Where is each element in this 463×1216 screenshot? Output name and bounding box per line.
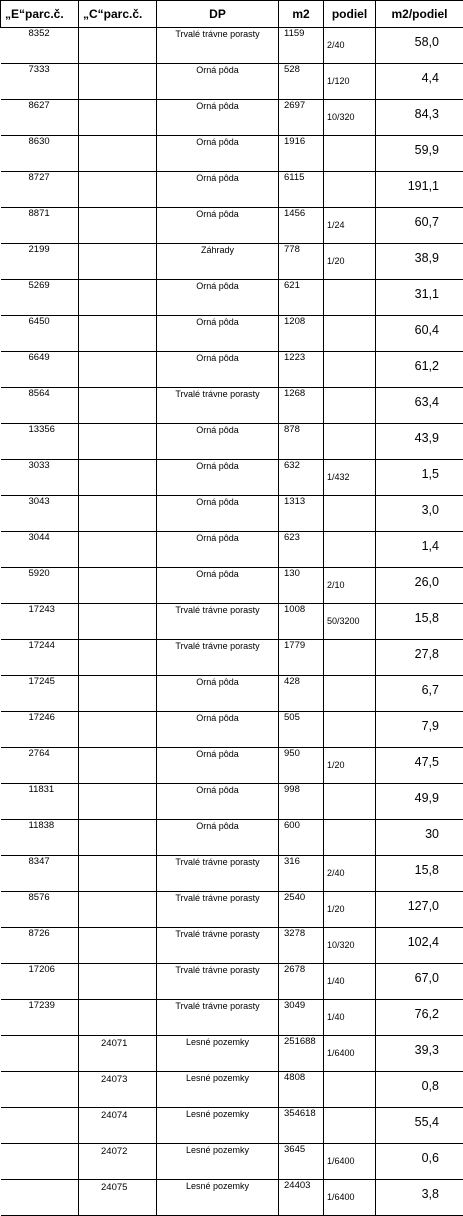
- table-row: [1, 928, 463, 964]
- cell-land-type: Orná pôda: [157, 100, 279, 136]
- table-row: [1, 568, 463, 604]
- cell-share: [324, 784, 376, 820]
- cell-area-m2: 505: [279, 712, 324, 748]
- cell-share: 1/432: [324, 460, 376, 496]
- cell-share: [324, 424, 376, 460]
- cell-m2-per-share: 127,0: [376, 892, 463, 928]
- cell-e-parcel: 8871: [1, 208, 79, 244]
- cell-share: [324, 280, 376, 316]
- cell-e-parcel: 8627: [1, 100, 79, 136]
- cell-share: 2/40: [324, 856, 376, 892]
- cell-share: 1/24: [324, 208, 376, 244]
- cell-e-parcel: 17243: [1, 604, 79, 640]
- table-row: [1, 64, 463, 100]
- cell-m2-per-share: 0,6: [376, 1144, 463, 1180]
- cell-e-parcel: 3043: [1, 496, 79, 532]
- cell-m2-per-share: 39,3: [376, 1036, 463, 1072]
- cell-area-m2: 130: [279, 568, 324, 604]
- cell-land-type: Orná pôda: [157, 712, 279, 748]
- cell-land-type: Orná pôda: [157, 316, 279, 352]
- cell-c-parcel: [79, 964, 157, 1000]
- cell-e-parcel: 5920: [1, 568, 79, 604]
- cell-c-parcel: 24071: [79, 1036, 157, 1072]
- cell-share: 1/6400: [324, 1036, 376, 1072]
- cell-e-parcel: 11838: [1, 820, 79, 856]
- table-row: [1, 640, 463, 676]
- cell-area-m2: 428: [279, 676, 324, 712]
- cell-m2-per-share: 63,4: [376, 388, 463, 424]
- cell-e-parcel: [1, 1036, 79, 1072]
- cell-share: 50/3200: [324, 604, 376, 640]
- cell-area-m2: 1159: [279, 28, 324, 64]
- cell-share: [324, 496, 376, 532]
- header-m2-per-podiel: m2/podiel: [376, 1, 463, 28]
- cell-area-m2: 2697: [279, 100, 324, 136]
- cell-e-parcel: 17244: [1, 640, 79, 676]
- table-row: [1, 280, 463, 316]
- cell-land-type: Trvalé trávne porasty: [157, 964, 279, 1000]
- cell-c-parcel: [79, 856, 157, 892]
- cell-share: [324, 172, 376, 208]
- cell-area-m2: 3645: [279, 1144, 324, 1180]
- cell-land-type: Trvalé trávne porasty: [157, 928, 279, 964]
- cell-land-type: Orná pôda: [157, 208, 279, 244]
- cell-e-parcel: 3033: [1, 460, 79, 496]
- cell-land-type: Trvalé trávne porasty: [157, 388, 279, 424]
- cell-m2-per-share: 38,9: [376, 244, 463, 280]
- cell-share: 1/6400: [324, 1180, 376, 1216]
- cell-m2-per-share: 26,0: [376, 568, 463, 604]
- table-row: [1, 388, 463, 424]
- cell-e-parcel: 5269: [1, 280, 79, 316]
- cell-e-parcel: 17245: [1, 676, 79, 712]
- cell-land-type: Orná pôda: [157, 820, 279, 856]
- table-row: [1, 604, 463, 640]
- cell-area-m2: 621: [279, 280, 324, 316]
- table-row: [1, 172, 463, 208]
- table-row: [1, 352, 463, 388]
- cell-land-type: Orná pôda: [157, 280, 279, 316]
- cell-share: [324, 1108, 376, 1144]
- cell-c-parcel: [79, 748, 157, 784]
- table-body: [1, 28, 463, 1216]
- cell-c-parcel: 24072: [79, 1144, 157, 1180]
- cell-share: 1/40: [324, 1000, 376, 1036]
- cell-e-parcel: 8630: [1, 136, 79, 172]
- cell-m2-per-share: 1,4: [376, 532, 463, 568]
- cell-e-parcel: 2199: [1, 244, 79, 280]
- table-row: [1, 1144, 463, 1180]
- table-row: [1, 316, 463, 352]
- cell-area-m2: 4808: [279, 1072, 324, 1108]
- table-row: [1, 964, 463, 1000]
- cell-area-m2: 3049: [279, 1000, 324, 1036]
- cell-c-parcel: [79, 280, 157, 316]
- table-row: [1, 460, 463, 496]
- cell-e-parcel: [1, 1180, 79, 1216]
- cell-share: 10/320: [324, 100, 376, 136]
- cell-land-type: Trvalé trávne porasty: [157, 640, 279, 676]
- cell-area-m2: 1208: [279, 316, 324, 352]
- cell-e-parcel: [1, 1108, 79, 1144]
- cell-c-parcel: [79, 208, 157, 244]
- cell-c-parcel: 24073: [79, 1072, 157, 1108]
- cell-e-parcel: 8347: [1, 856, 79, 892]
- cell-land-type: Orná pôda: [157, 352, 279, 388]
- cell-c-parcel: [79, 28, 157, 64]
- cell-m2-per-share: 60,7: [376, 208, 463, 244]
- table-row: [1, 1000, 463, 1036]
- cell-m2-per-share: 47,5: [376, 748, 463, 784]
- cell-e-parcel: 13356: [1, 424, 79, 460]
- cell-area-m2: 251688: [279, 1036, 324, 1072]
- cell-c-parcel: 24074: [79, 1108, 157, 1144]
- cell-land-type: Orná pôda: [157, 172, 279, 208]
- cell-share: [324, 388, 376, 424]
- cell-land-type: Trvalé trávne porasty: [157, 1000, 279, 1036]
- cell-m2-per-share: 3,8: [376, 1180, 463, 1216]
- cell-area-m2: 2540: [279, 892, 324, 928]
- cell-share: [324, 532, 376, 568]
- cell-m2-per-share: 67,0: [376, 964, 463, 1000]
- cell-c-parcel: [79, 388, 157, 424]
- cell-share: [324, 676, 376, 712]
- header-m2: m2: [279, 1, 324, 28]
- table-row: [1, 1072, 463, 1108]
- cell-m2-per-share: 31,1: [376, 280, 463, 316]
- table-row: [1, 532, 463, 568]
- cell-area-m2: 998: [279, 784, 324, 820]
- cell-land-type: Lesné pozemky: [157, 1036, 279, 1072]
- cell-c-parcel: [79, 928, 157, 964]
- cell-share: [324, 316, 376, 352]
- cell-land-type: Lesné pozemky: [157, 1144, 279, 1180]
- cell-share: [324, 1072, 376, 1108]
- cell-c-parcel: [79, 136, 157, 172]
- cell-land-type: Orná pôda: [157, 136, 279, 172]
- cell-share: 1/20: [324, 892, 376, 928]
- cell-m2-per-share: 102,4: [376, 928, 463, 964]
- cell-area-m2: 632: [279, 460, 324, 496]
- table-row: [1, 820, 463, 856]
- cell-area-m2: 1268: [279, 388, 324, 424]
- cell-m2-per-share: 191,1: [376, 172, 463, 208]
- cell-land-type: Orná pôda: [157, 496, 279, 532]
- cell-area-m2: 1223: [279, 352, 324, 388]
- cell-m2-per-share: 59,9: [376, 136, 463, 172]
- cell-m2-per-share: 76,2: [376, 1000, 463, 1036]
- cell-area-m2: 528: [279, 64, 324, 100]
- cell-area-m2: 6115: [279, 172, 324, 208]
- cell-share: 2/40: [324, 28, 376, 64]
- header-c-parcel: „C“parc.č.: [79, 1, 157, 28]
- cell-c-parcel: [79, 712, 157, 748]
- cell-share: [324, 640, 376, 676]
- cell-e-parcel: 6450: [1, 316, 79, 352]
- cell-c-parcel: [79, 424, 157, 460]
- cell-c-parcel: [79, 460, 157, 496]
- cell-land-type: Trvalé trávne porasty: [157, 604, 279, 640]
- cell-share: 2/10: [324, 568, 376, 604]
- cell-e-parcel: 7333: [1, 64, 79, 100]
- cell-share: 1/40: [324, 964, 376, 1000]
- cell-land-type: Orná pôda: [157, 64, 279, 100]
- table-row: [1, 856, 463, 892]
- cell-e-parcel: 6649: [1, 352, 79, 388]
- cell-c-parcel: [79, 244, 157, 280]
- cell-c-parcel: [79, 568, 157, 604]
- table-row: [1, 208, 463, 244]
- cell-land-type: Orná pôda: [157, 424, 279, 460]
- cell-m2-per-share: 55,4: [376, 1108, 463, 1144]
- cell-land-type: Trvalé trávne porasty: [157, 856, 279, 892]
- cell-area-m2: 1313: [279, 496, 324, 532]
- table-row: [1, 1108, 463, 1144]
- cell-land-type: Trvalé trávne porasty: [157, 28, 279, 64]
- cell-e-parcel: 17239: [1, 1000, 79, 1036]
- cell-m2-per-share: 58,0: [376, 28, 463, 64]
- cell-e-parcel: 8726: [1, 928, 79, 964]
- cell-land-type: Orná pôda: [157, 748, 279, 784]
- cell-land-type: Orná pôda: [157, 568, 279, 604]
- table-row: [1, 892, 463, 928]
- cell-c-parcel: [79, 64, 157, 100]
- cell-c-parcel: [79, 496, 157, 532]
- cell-m2-per-share: 15,8: [376, 604, 463, 640]
- cell-c-parcel: [79, 316, 157, 352]
- cell-land-type: Orná pôda: [157, 676, 279, 712]
- header-podiel: podiel: [324, 1, 376, 28]
- cell-share: 1/20: [324, 748, 376, 784]
- table-row: [1, 100, 463, 136]
- table-row: [1, 784, 463, 820]
- cell-m2-per-share: 15,8: [376, 856, 463, 892]
- cell-m2-per-share: 7,9: [376, 712, 463, 748]
- cell-share: [324, 352, 376, 388]
- cell-area-m2: 2678: [279, 964, 324, 1000]
- table-row: [1, 244, 463, 280]
- table-row: [1, 496, 463, 532]
- cell-e-parcel: 17206: [1, 964, 79, 1000]
- cell-c-parcel: [79, 1000, 157, 1036]
- cell-land-type: Orná pôda: [157, 460, 279, 496]
- table-header: [1, 1, 463, 28]
- cell-c-parcel: [79, 820, 157, 856]
- cell-m2-per-share: 61,2: [376, 352, 463, 388]
- cell-c-parcel: [79, 640, 157, 676]
- cell-c-parcel: [79, 352, 157, 388]
- cell-land-type: Trvalé trávne porasty: [157, 892, 279, 928]
- cell-e-parcel: 2764: [1, 748, 79, 784]
- cell-area-m2: 600: [279, 820, 324, 856]
- cell-m2-per-share: 49,9: [376, 784, 463, 820]
- cell-share: [324, 712, 376, 748]
- cell-e-parcel: 8352: [1, 28, 79, 64]
- cell-area-m2: 316: [279, 856, 324, 892]
- cell-area-m2: 1008: [279, 604, 324, 640]
- cell-share: [324, 820, 376, 856]
- cell-land-type: Záhrady: [157, 244, 279, 280]
- cell-share: 1/120: [324, 64, 376, 100]
- cell-e-parcel: 8727: [1, 172, 79, 208]
- cell-m2-per-share: 30: [376, 820, 463, 856]
- table-row: [1, 28, 463, 64]
- cell-share: 1/6400: [324, 1144, 376, 1180]
- cell-m2-per-share: 4,4: [376, 64, 463, 100]
- cell-e-parcel: 17246: [1, 712, 79, 748]
- table-row: [1, 1036, 463, 1072]
- cell-land-type: Lesné pozemky: [157, 1108, 279, 1144]
- cell-area-m2: 1456: [279, 208, 324, 244]
- cell-m2-per-share: 0,8: [376, 1072, 463, 1108]
- cell-area-m2: 354618: [279, 1108, 324, 1144]
- cell-m2-per-share: 60,4: [376, 316, 463, 352]
- table-row: [1, 676, 463, 712]
- cell-area-m2: 950: [279, 748, 324, 784]
- table-row: [1, 424, 463, 460]
- cell-c-parcel: [79, 532, 157, 568]
- cell-area-m2: 878: [279, 424, 324, 460]
- table-row: [1, 1180, 463, 1216]
- cell-e-parcel: [1, 1144, 79, 1180]
- cell-c-parcel: [79, 604, 157, 640]
- cell-share: 1/20: [324, 244, 376, 280]
- header-e-parcel: „E“parc.č.: [1, 1, 79, 28]
- cell-land-type: Orná pôda: [157, 532, 279, 568]
- cell-area-m2: 24403: [279, 1180, 324, 1216]
- cell-c-parcel: [79, 676, 157, 712]
- cell-m2-per-share: 43,9: [376, 424, 463, 460]
- cell-share: [324, 136, 376, 172]
- cell-area-m2: 778: [279, 244, 324, 280]
- cell-e-parcel: [1, 1072, 79, 1108]
- cell-land-type: Lesné pozemky: [157, 1072, 279, 1108]
- cell-c-parcel: [79, 100, 157, 136]
- cell-area-m2: 623: [279, 532, 324, 568]
- header-row: [1, 1, 463, 28]
- cell-e-parcel: 11831: [1, 784, 79, 820]
- cell-area-m2: 1779: [279, 640, 324, 676]
- cell-c-parcel: [79, 892, 157, 928]
- cell-area-m2: 1916: [279, 136, 324, 172]
- cell-m2-per-share: 3,0: [376, 496, 463, 532]
- cell-area-m2: 3278: [279, 928, 324, 964]
- table-row: [1, 748, 463, 784]
- cell-c-parcel: [79, 784, 157, 820]
- cell-e-parcel: 3044: [1, 532, 79, 568]
- cell-m2-per-share: 6,7: [376, 676, 463, 712]
- table-row: [1, 136, 463, 172]
- cell-c-parcel: 24075: [79, 1180, 157, 1216]
- cell-m2-per-share: 27,8: [376, 640, 463, 676]
- cell-m2-per-share: 84,3: [376, 100, 463, 136]
- cell-m2-per-share: 1,5: [376, 460, 463, 496]
- cell-share: 10/320: [324, 928, 376, 964]
- cell-land-type: Orná pôda: [157, 784, 279, 820]
- cell-e-parcel: 8564: [1, 388, 79, 424]
- table-row: [1, 712, 463, 748]
- cell-land-type: Lesné pozemky: [157, 1180, 279, 1216]
- header-dp: DP: [157, 1, 279, 28]
- cell-e-parcel: 8576: [1, 892, 79, 928]
- cell-c-parcel: [79, 172, 157, 208]
